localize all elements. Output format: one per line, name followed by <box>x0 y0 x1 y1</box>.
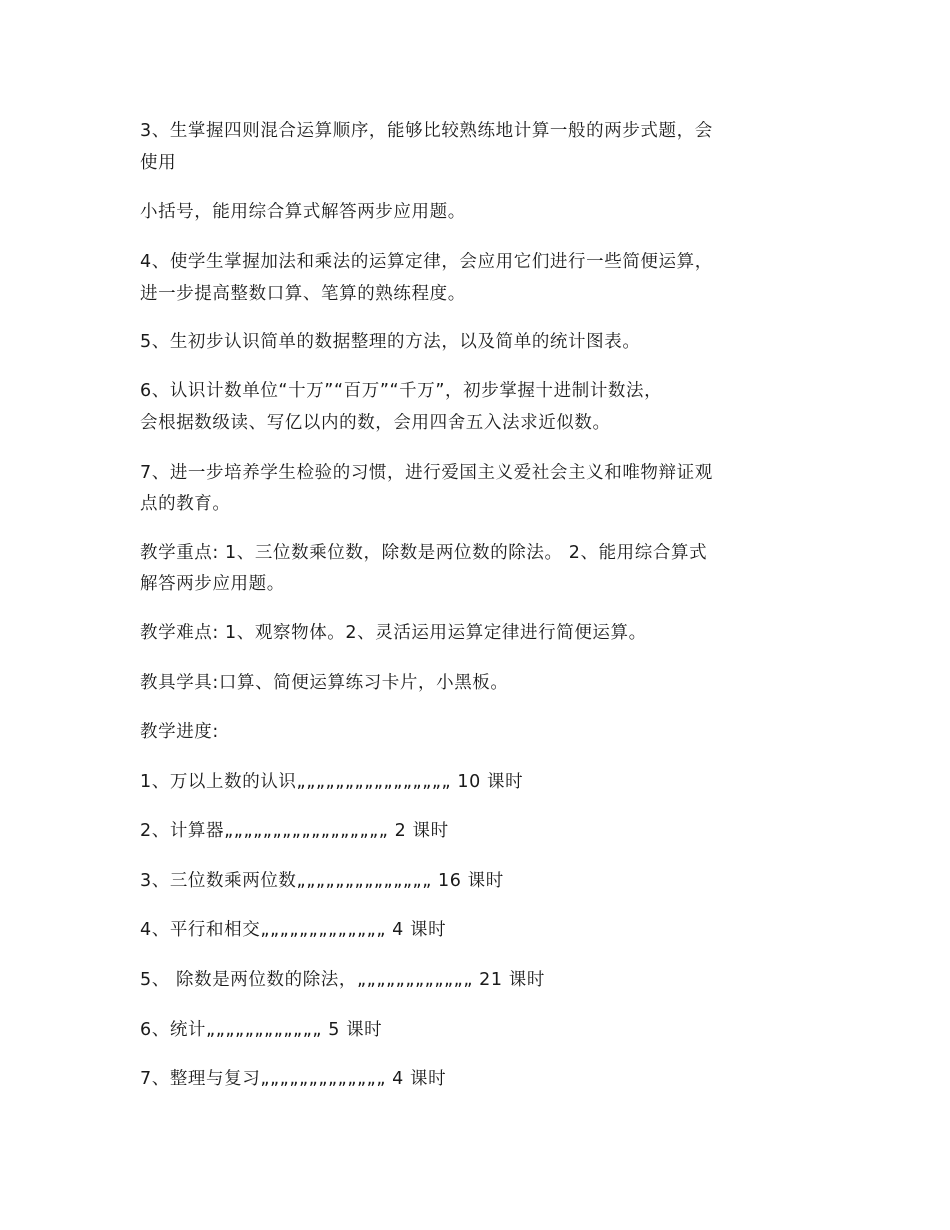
objective-5: 5、生初步认识简单的数据整理的方法，以及简单的统计图表。 <box>140 332 641 352</box>
teaching-aids: 教具学具:口算、简便运算练习卡片，小黑板。 <box>140 673 509 693</box>
objective-3-continuation: 小括号，能用综合算式解答两步应用题。 <box>140 202 466 222</box>
objective-7-line-1: 7、进一步培养学生检验的习惯，进行爱国主义爱社会主义和唯物辩证观 <box>140 463 713 483</box>
objective-3-line-1: 3、生掌握四则混合运算顺序，能够比较熟练地计算一般的两步式题，会 <box>140 121 713 141</box>
objective-4-line-2: 进一步提高整数口算、笔算的熟练程度。 <box>140 284 466 304</box>
schedule-item-1: 1、万以上数的认识„„„„„„„„„„„„„„„„ 10 课时 <box>140 772 524 792</box>
schedule-item-6: 6、统计„„„„„„„„„„„„ 5 课时 <box>140 1020 383 1040</box>
schedule-item-3: 3、三位数乘两位数„„„„„„„„„„„„„„ 16 课时 <box>140 871 504 891</box>
schedule-item-7: 7、整理与复习„„„„„„„„„„„„„ 4 课时 <box>140 1069 447 1089</box>
objective-4-line-1: 4、使学生掌握加法和乘法的运算定律，会应用它们进行一些简便运算， <box>140 252 713 272</box>
objective-6-line-1: 6、认识计数单位“十万”“百万”“千万”，初步掌握十进制计数法， <box>140 381 663 401</box>
teaching-focus-line-2: 解答两步应用题。 <box>140 574 285 594</box>
teaching-schedule-heading: 教学进度: <box>140 722 219 742</box>
schedule-item-4: 4、平行和相交„„„„„„„„„„„„„ 4 课时 <box>140 920 447 940</box>
objective-6-line-2: 会根据数级读、写亿以内的数，会用四舍五入法求近似数。 <box>140 413 611 433</box>
objective-3-line-2: 使用 <box>140 153 177 173</box>
teaching-focus-line-1: 教学重点: 1、三位数乘位数，除数是两位数的除法。 2、能用综合算式 <box>140 543 708 563</box>
schedule-item-2: 2、计算器„„„„„„„„„„„„„„„„„ 2 课时 <box>140 821 449 841</box>
teaching-difficulty: 教学难点: 1、观察物体。2、灵活运用运算定律进行简便运算。 <box>140 623 647 643</box>
objective-7-line-2: 点的教育。 <box>140 494 231 514</box>
schedule-item-5: 5、 除数是两位数的除法，„„„„„„„„„„„„ 21 课时 <box>140 970 545 990</box>
